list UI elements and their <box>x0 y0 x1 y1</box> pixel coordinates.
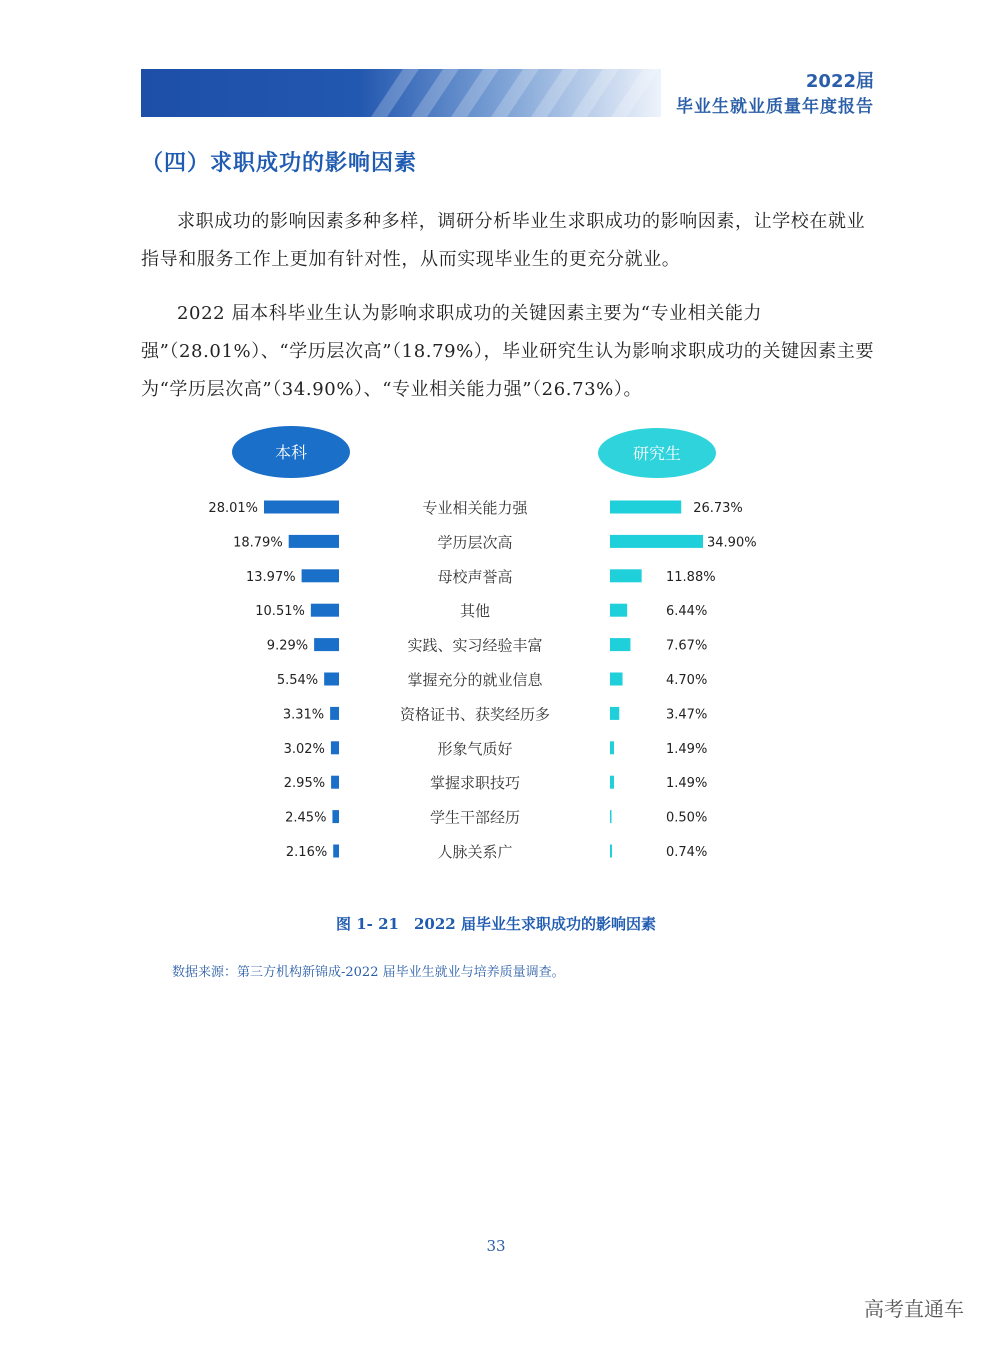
figure-caption: 图 1- 21 2022 届毕业生求职成功的影响因素 <box>336 915 656 933</box>
category-label: 形象气质好 <box>437 739 513 758</box>
data-label-undergrad: 10.51% <box>255 604 305 620</box>
series-badge-undergrad-label: 本科 <box>274 443 308 462</box>
bar-undergrad <box>311 604 339 617</box>
bar-undergrad <box>330 707 339 720</box>
category-label: 掌握充分的就业信息 <box>407 671 543 689</box>
data-label-undergrad: 28.01% <box>208 501 258 516</box>
paragraph-2: 2022 届本科毕业生认为影响求职成功的关键因素主要为“专业相关能力强”（28.01%）、“学历层次高”（18.79%），毕业研究生认为影响求职成功的关键因素主要为“学历层次高”（34.90%）、“专业相关能力强”（26.73%）。 <box>141 303 875 400</box>
page-number: 33 <box>486 1237 506 1255</box>
header-title: 毕业生就业质量年度报告 <box>676 97 874 117</box>
series-badge-graduate-label: 研究生 <box>632 444 682 463</box>
bar-graduate <box>610 604 627 617</box>
data-label-undergrad: 3.31% <box>282 707 325 723</box>
header-text <box>676 70 874 120</box>
data-label-graduate: 34.90% <box>707 535 757 551</box>
bar-undergrad <box>331 776 339 789</box>
category-label: 人脉关系广 <box>437 843 513 861</box>
category-label: 学历层次高 <box>437 533 513 552</box>
data-label-undergrad: 3.02% <box>283 741 325 757</box>
data-label-undergrad: 13.97% <box>246 569 296 585</box>
bar-undergrad <box>333 845 339 858</box>
bar-undergrad <box>289 535 339 548</box>
bar-graduate <box>610 741 614 754</box>
bar-graduate <box>610 569 642 582</box>
bar-undergrad <box>302 569 339 582</box>
data-label-graduate: 0.50% <box>666 810 708 826</box>
factors-bar-chart <box>150 425 850 870</box>
data-label-undergrad: 18.79% <box>233 535 283 551</box>
bar-graduate <box>610 810 612 823</box>
bar-undergrad <box>324 673 339 686</box>
section-title: （四）求职成功的影响因素 <box>141 151 418 176</box>
data-label-graduate: 4.70% <box>666 673 708 688</box>
category-label: 专业相关能力强 <box>422 499 528 517</box>
category-label: 掌握求职技巧 <box>429 774 521 793</box>
bar-graduate <box>610 707 619 720</box>
data-label-graduate: 1.49% <box>666 741 708 757</box>
data-label-undergrad: 2.45% <box>285 810 327 826</box>
data-label-undergrad: 5.54% <box>276 673 319 688</box>
data-label-graduate: 6.44% <box>666 604 708 620</box>
category-label: 其他 <box>459 602 491 621</box>
header-year: 2022届 <box>805 71 874 92</box>
bar-graduate <box>610 535 703 548</box>
paragraph-1: 求职成功的影响因素多种多样，调研分析毕业生求职成功的影响因素，让学校在就业指导和服务工作上更加有针对性，从而实现毕业生的更充分就业。 <box>141 211 866 270</box>
category-label: 母校声誉高 <box>437 567 513 586</box>
data-source: 数据来源：第三方机构新锦成-2022 届毕业生就业与培养质量调查。 <box>172 965 565 980</box>
category-label: 资格证书、获奖经历多 <box>399 705 551 724</box>
bar-undergrad <box>264 501 339 514</box>
bar-undergrad <box>332 810 339 823</box>
bar-undergrad <box>331 741 339 754</box>
bar-graduate <box>610 673 623 686</box>
data-label-graduate: 1.49% <box>666 776 708 792</box>
data-label-graduate: 26.73% <box>693 501 743 516</box>
data-label-graduate: 11.88% <box>666 569 716 585</box>
bar-graduate <box>610 776 614 789</box>
watermark: 高考直通车 <box>864 1297 964 1321</box>
bar-graduate <box>610 845 612 858</box>
bar-undergrad <box>314 638 339 651</box>
category-label: 学生干部经历 <box>429 808 521 827</box>
data-label-graduate: 3.47% <box>666 707 708 723</box>
data-label-undergrad: 9.29% <box>266 638 309 654</box>
data-label-graduate: 7.67% <box>666 638 708 654</box>
data-label-undergrad: 2.16% <box>285 845 328 860</box>
bar-graduate <box>610 501 681 514</box>
data-label-undergrad: 2.95% <box>283 776 326 792</box>
data-label-graduate: 0.74% <box>666 845 708 860</box>
category-label: 实践、实习经验丰富 <box>407 636 543 655</box>
header-band <box>141 69 661 117</box>
bar-graduate <box>610 638 630 651</box>
